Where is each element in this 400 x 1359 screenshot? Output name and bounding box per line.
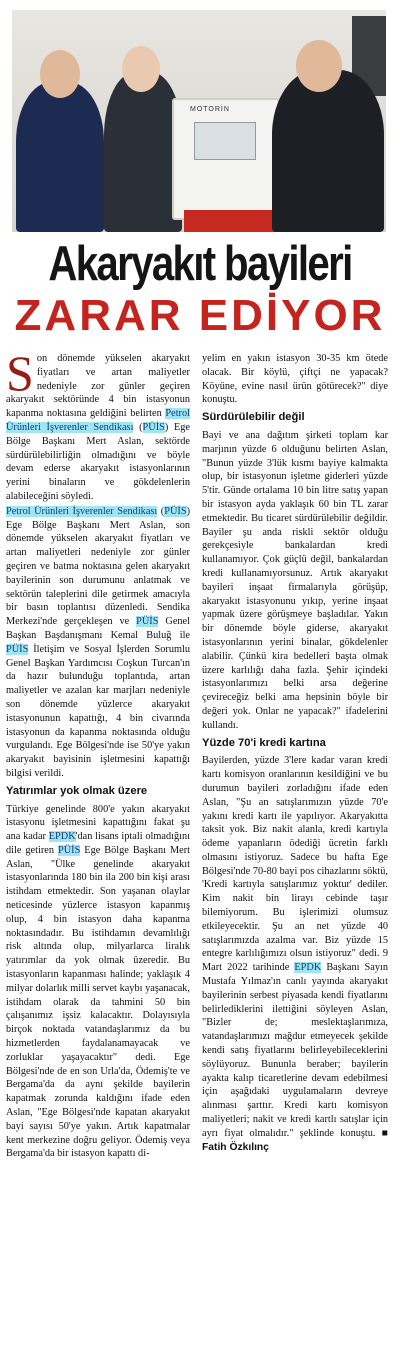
highlight: EPDK bbox=[294, 962, 322, 974]
person-right bbox=[272, 70, 384, 232]
text: Başkanı Sayın Mustafa Yılmaz'ın canlı yayında akaryakıt bayilerinin serbest piyasada kendi fiyatlarını belirlediklerini ilettiğini söyleyen Aslan, "Bizler de; meslektaşlarımıza, vatandaşlarımızı mağdur etmeyecek şekilde kendi satış fiyatlarını belirleyebileceklerini söylüyoruz. Bununla beraber; bayilerin ayakta kalıp ticaretlerine devam edebilmesi için aşağıdaki uygulamaların devreye alınması şarttır. Kredi kartı komisyon maliyetleri; nakit ve kredi kartlı satışlar için ayrı fiyat olmalıdır." şeklinde konuştu. bbox=[202, 962, 388, 1139]
person-middle bbox=[104, 72, 182, 232]
text: ( bbox=[133, 421, 143, 433]
text: İletişim ve Sosyal İşlerden Sorumlu Genel Başkan Yardımcısı Coşkun Turcan'ın da hazır bulunduğu toplantıda, artan maliyetler ve azalan kar marjları nedeniyle son dönemde yüzlerce akaryakıt istasyonunun kapattığı, 4 bin civarında istasyonun da kapanma noktasında olduğu vurgulandı. Ege Bölgesi'nde ise 50'ye yakın akaryakıt bayisinin işletmesini kapattığı bilgisi verildi. bbox=[6, 643, 190, 779]
article-column-1 bbox=[6, 345, 190, 1162]
headline-line1: Akaryakıt bayileri bbox=[48, 237, 352, 291]
paragraph: yelim en yakın istasyon 30-35 km ötede olacak. Bir köylü, çiftçi ne yapacak? Köyüne, evine nasıl ürün götürecek?" diye konuştu. bbox=[202, 353, 388, 406]
subheading: Yatırımlar yok olmak üzere bbox=[6, 784, 148, 797]
paragraph bbox=[6, 803, 190, 1162]
text: Genel Başkan Başdanışmanı Kemal Buluğ ile bbox=[6, 616, 190, 641]
paragraph bbox=[6, 505, 190, 781]
highlight: PÜİS bbox=[6, 643, 29, 655]
text: Bayilerden, yüzde 3'lere kadar varan kredi kartı komisyon oranlarının kesildiğini ve bu durumun bayileri zorladığını ifade eden Aslan, "Şu an satışlarımızın yüzde 70'e yakını kredi kartı ile yapılıyor. Akaryakıtta taksit yok. Biz nakit alanla, kredi kartıyla ödeme yapanların ödediği ücretin farklı olmasını istiyoruz. Sadece bu hafta Ege Bölgesi'nde 70-80 bayi pos cihazlarını söktü, 'Kredi kartıyla satışlarımız yoktur' dediler. Kim nakit bin lirayı cebinde taşır bilemiyorum. Bu işlerimizi olumsuz etkileyecektir. Şu an net yüzde 40 satışlarımızda azalma var. Biz yüzde 15 entegre karlılığımızı olsun istiyoruz" dedi. 9 Mart 2022 tarihinde bbox=[202, 755, 388, 974]
person-left bbox=[16, 82, 104, 232]
pump-label: MOTORİN bbox=[190, 106, 230, 113]
text: ( bbox=[157, 505, 165, 517]
highlight: PÜİS bbox=[57, 844, 81, 856]
text: 'dan lisans iptali olmadığını dile getiren bbox=[6, 831, 190, 856]
text: Ege Bölge Başkanı Mert Aslan, "Ülke genelinde akaryakıt istasyonlarında 180 bin ila 200 bin kişi arası istihdam etmektedir. Son yaşanan olaylar neticesinde yüzlerce istasyon kapanmış olup, 4 bin istasyon daha kapanma noktasındadır. Bu istihdamın devamlılığı risk altında olup, milyarlarca liralık yatırımlar da yok olmak üzeredir. Bu istasyonların kapanması halinde; yaklaşık 4 milyar dolarlık milli servet kaybı yaşanacak, istihdam olarak da tahmini 50 bin çalışanımız işsiz kalacaktır. Dolayısıyla birçok noktada vatandaşlarımız da bu hizmetlerden faydalanamayacak ve zorluklar yaşayacaktır" dedi. Ege Bölgesi'nde de en son Urla'da, Ödemiş'te ve Bergama'da da aynı şekilde bayilerin kapatmak zorunda kaldığını ifade eden Aslan, "Ege Bölgesi'nde kapatan akaryakıt bayi sayısı 50'ye yakın. Artık kapatmalar kent merkezine doğru geliyor. Ödemiş veya Bergama'da bir istasyon kapattı di- bbox=[6, 844, 190, 1160]
paragraph: Bayi ve ana dağıtım şirketi toplam kar marjının yüzde 6 olduğunu belirten Aslan, "Bunun yüzde 3'lük kısmı bayiye kalmakta olup, bir istasyonun işletme giderleri yüzde 5'tir. Günde ortalama 10 bin litre satış yapan bir istasyon ayda yaklaşık 60 bin TL zarar etmektedir. Bu ticaret sürdürülebilir değildir. Bayiler şu anda riskli sektör olduğu gerekçesiyle bankalardan kredi kullanamıyor. Çok güçlü değil, bankalardan kredi kullanamıyorsunuz. Artık akaryakıt bayileri inşaat firmalarıyla görüşüp, akaryakıt istasyonunu yıkıp, yerine inşaat yapmak üzere görüşmeye başladılar. Yakın bir dönemde böyle giderse, akaryakıt istasyonlarının yerini binalar, gökdelenler alabilir. Çünkü kira bedelleri başta olmak üzere karlılığı daha fazla. Şehir içindeki istasyonlarımızı belki arsa değerine çevireceğiz belki ama hepsinin böyle bir değeri yok. Onlar ne yapacak?" ifadelerini kullandı. bbox=[202, 429, 388, 731]
highlight: Petrol Ürünleri İşverenler Sendikası bbox=[6, 408, 190, 433]
text: Türkiye genelinde 800'e yakın akaryakıt istasyonu işletmesini kapattığını fakat şu ana kadar bbox=[6, 803, 190, 843]
text: on dönemde yükselen akaryakıt fiyatları ve artan maliyetler nedeniyle zor günler geçiren akaryakıt sektöründe 4 bin istasyonun kapanma noktasına geldiğini belirten bbox=[6, 353, 190, 420]
pump-display bbox=[194, 122, 256, 160]
dropcap: S bbox=[6, 345, 34, 401]
person-left-head bbox=[40, 50, 80, 98]
author-signature: ■ Fatih Özkılınç bbox=[202, 1127, 388, 1153]
fuel-pump bbox=[172, 98, 280, 220]
paragraph bbox=[202, 754, 388, 1154]
highlight: PÜİS bbox=[142, 421, 165, 433]
text: ) Ege Bölge Başkanı Mert Aslan, son dönemde yükselen akaryakıt fiyatları ve artan maliyetleri nedeniyle zor günler geçiren ve batma noktasına gelen akaryakıt bayilerinin son durumunu anlatmak ve sektörün taleplerini dile getirmek amacıyla bir basın toplantısı düzenledi. Sendika Merkezi'nde gerçekleşen ve bbox=[6, 505, 190, 628]
paragraph bbox=[6, 345, 190, 504]
person-middle-head bbox=[122, 46, 160, 92]
text: ) Ege Bölge Başkanı Mert Aslan, sektörde sürdürülebilirliğin olmadığını ve böyle devam ederse akaryakıt istasyonlarının yerini binaların ve gökdelenlerin alabileceğini söyledi. bbox=[6, 421, 190, 502]
article-column-2 bbox=[202, 352, 388, 1155]
highlight: PÜİS bbox=[164, 505, 187, 517]
person-right-head bbox=[296, 40, 342, 92]
news-photo bbox=[12, 10, 386, 232]
pump-base bbox=[184, 210, 276, 232]
highlight: PÜİS bbox=[136, 616, 159, 628]
headline-line2: ZARAR EDİYOR bbox=[14, 291, 386, 340]
highlight: EPDK bbox=[48, 831, 76, 843]
subheading: Sürdürülebilir değil bbox=[202, 411, 305, 424]
highlight: Petrol Ürünleri İşverenler Sendikası bbox=[6, 505, 158, 517]
subheading: Yüzde 70'i kredi kartına bbox=[202, 736, 326, 749]
